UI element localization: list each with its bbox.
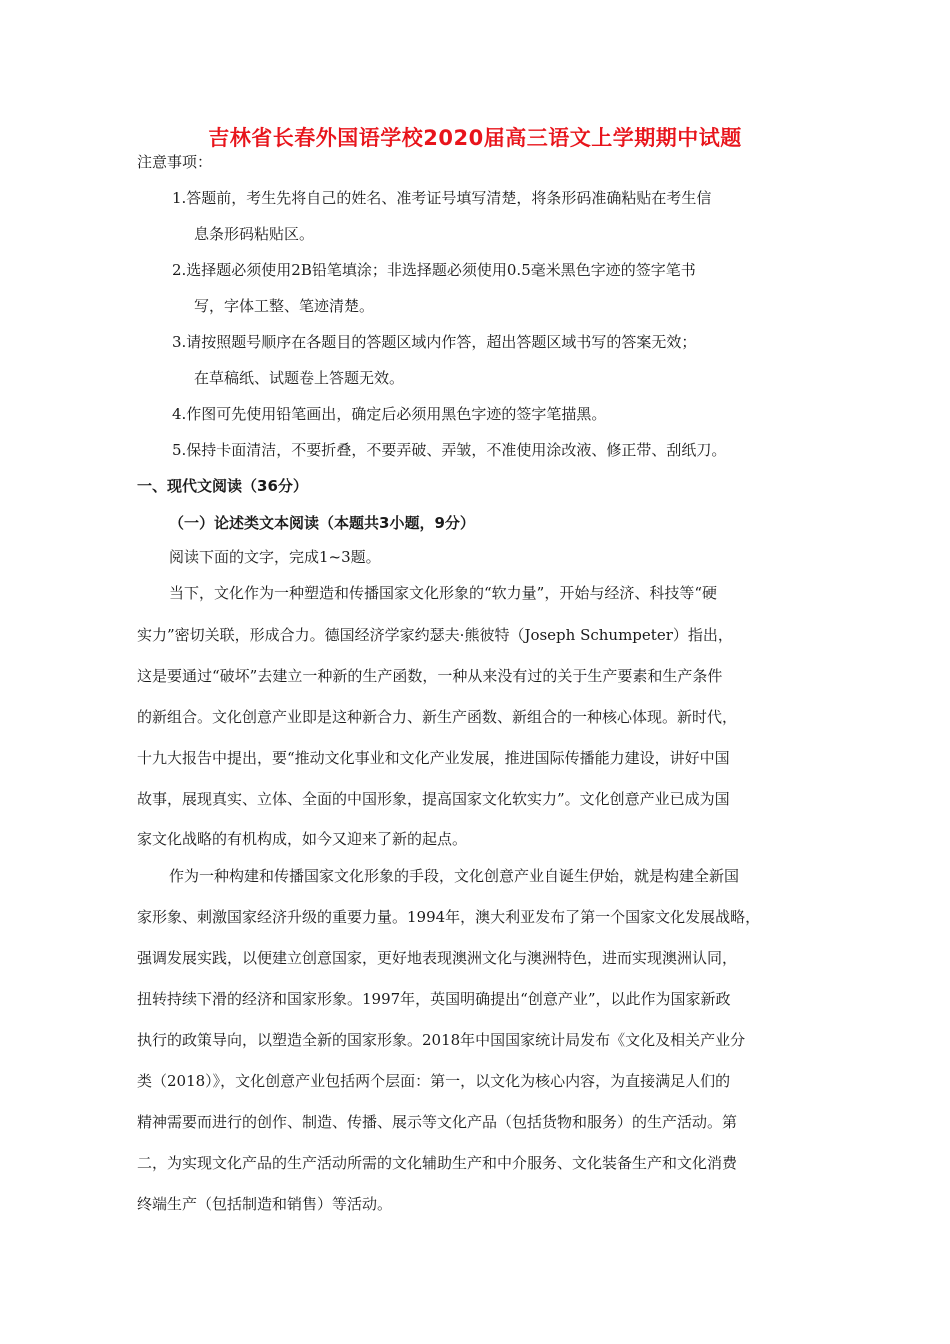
paragraph-2-line: 二，为实现文化产品的生产活动所需的文化辅助生产和中介服务、文化装备生产和文化消费 [137,1154,738,1172]
paragraph-1-line: 的新组合。文化创意产业即是这种新合力、新生产函数、新组合的一种核心体现。新时代， [137,708,738,726]
notice-heading: 注意事项： [137,153,213,171]
paragraph-2-line: 精神需要而进行的创作、制造、传播、展示等文化产品（包括货物和服务）的生产活动。第 [137,1113,738,1131]
section-heading: 一、现代文阅读（36分） [137,477,308,495]
notice-item-5: 5.保持卡面清洁，不要折叠，不要弄破、弄皱，不准使用涂改液、修正带、刮纸刀。 [172,441,727,459]
notice-item-2-cont: 写，字体工整、笔迹清楚。 [194,297,375,315]
notice-item-1: 1.答题前，考生先将自己的姓名、准考证号填写清楚，将条形码准确粘贴在考生信 [172,189,712,207]
paragraph-1-line: 家文化战略的有机构成，如今又迎来了新的起点。 [137,830,468,848]
notice-item-2: 2.选择题必须使用2B铅笔填涂；非选择题必须使用0.5毫米黑色字迹的签字笔书 [172,261,696,279]
paragraph-1-line: 十九大报告中提出，要“推动文化事业和文化产业发展，推进国际传播能力建设，讲好中国 [137,749,730,767]
paragraph-1-line: 这是要通过“破坏”去建立一种新的生产函数，一种从来没有过的关于生产要素和生产条件 [137,667,723,685]
notice-item-3-cont: 在草稿纸、试题卷上答题无效。 [194,369,405,387]
subsection-heading: （一）论述类文本阅读（本题共3小题，9分） [169,514,475,532]
paragraph-2-line: 类（2018）》，文化创意产业包括两个层面：第一，以文化为核心内容，为直接满足人们的 [137,1072,731,1090]
paragraph-2-line: 家形象、刺激国家经济升级的重要力量。1994年，澳大利亚发布了第一个国家文化发展战略， [137,908,761,926]
paragraph-2-line: 终端生产（包括制造和销售）等活动。 [137,1195,393,1213]
paragraph-2-line: 执行的政策导向，以塑造全新的国家形象。2018年中国国家统计局发布《文化及相关产业分 [137,1031,746,1049]
reading-instruction: 阅读下面的文字，完成1~3题。 [169,548,381,566]
paragraph-1-line: 故事，展现真实、立体、全面的中国形象，提高国家文化软实力”。文化创意产业已成为国 [137,790,730,808]
paragraph-2-line: 作为一种构建和传播国家文化形象的手段，文化创意产业自诞生伊始，就是构建全新国 [169,867,740,885]
notice-item-1-cont: 息条形码粘贴区。 [194,225,315,243]
notice-item-4: 4.作图可先使用铅笔画出，确定后必须用黑色字迹的签字笔描黑。 [172,405,607,423]
notice-item-3: 3.请按照题号顺序在各题目的答题区域内作答，超出答题区域书写的答案无效； [172,333,697,351]
document-title: 吉林省长春外国语学校2020届高三语文上学期期中试题 [208,126,742,150]
paragraph-1-line: 当下，文化作为一种塑造和传播国家文化形象的“软力量”，开始与经济、科技等“硬 [169,584,718,602]
paragraph-1-line: 实力”密切关联，形成合力。德国经济学家约瑟夫·熊彼特（Joseph Schumpeter）指出， [137,626,733,644]
paragraph-2-line: 扭转持续下滑的经济和国家形象。1997年，英国明确提出“创意产业”，以此作为国家新政 [137,990,731,1008]
paragraph-2-line: 强调发展实践，以便建立创意国家，更好地表现澳洲文化与澳洲特色，进而实现澳洲认同， [137,949,738,967]
